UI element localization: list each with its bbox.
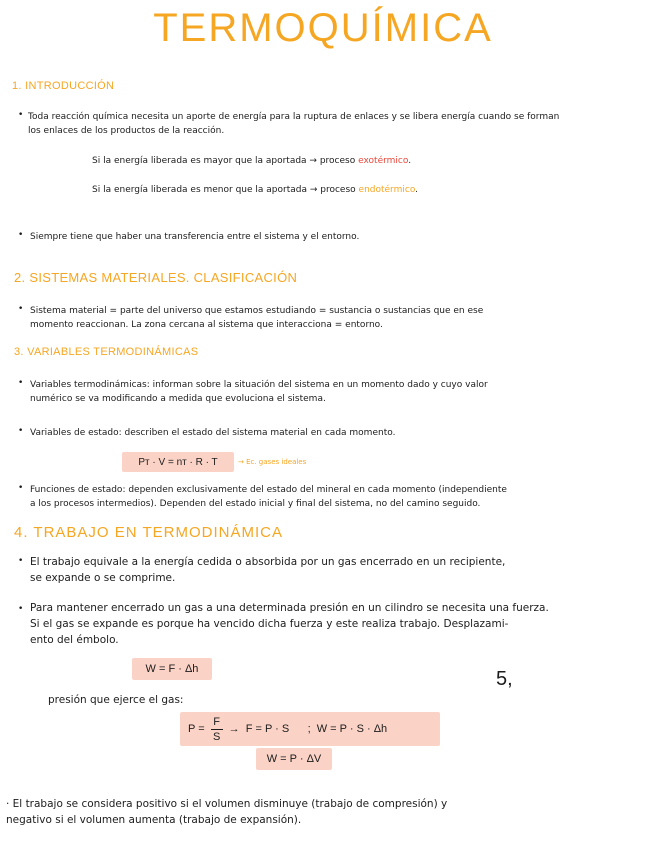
paragraph-line: Si el gas se expande es porque ha vencido dicha fuerza y este realiza trabajo. Desplazami- bbox=[30, 618, 509, 630]
paragraph-line: momento reaccionan. La zona cercana al sistema que interacciona = entorno. bbox=[30, 320, 383, 330]
bullet: • bbox=[18, 426, 24, 436]
page-title: TERMOQUÍMICA bbox=[153, 6, 493, 50]
paragraph-line: se expande o se comprime. bbox=[30, 572, 176, 584]
work-formula-volume: W = P · ΔV bbox=[256, 748, 332, 770]
exothermic-term: exotérmico bbox=[358, 156, 409, 166]
formula-p: P = bbox=[188, 723, 205, 735]
endothermic-line bbox=[92, 183, 418, 197]
paragraph-gas-cilindro bbox=[30, 600, 640, 648]
bullet: • bbox=[18, 230, 24, 240]
exothermic-text: Si la energía liberada es mayor que la aportada → proceso bbox=[92, 156, 356, 166]
formula-rest: → F = P · S ; W = P · S · Δh bbox=[228, 723, 388, 735]
section-heading-trabajo: 4. TRABAJO EN TERMODINÁMICA bbox=[14, 524, 283, 541]
paragraph-line: · El trabajo se considera positivo si el volumen disminuye (trabajo de compresión) y bbox=[6, 798, 448, 810]
section-heading-variables: 3. VARIABLES TERMODINÁMICAS bbox=[14, 346, 199, 358]
paragraph-line: Funciones de estado: dependen exclusivamente del estado del mineral en cada momento (independiente bbox=[30, 485, 507, 495]
paragraph-line: Sistema material = parte del universo que estamos estudiando = sustancia o sustancias que en ese bbox=[30, 306, 484, 316]
section-heading-sistemas: 2. SISTEMAS MATERIALES. CLASIFICACIÓN bbox=[14, 270, 298, 285]
fraction bbox=[211, 715, 223, 744]
paragraph-funciones-estado bbox=[30, 483, 640, 511]
pressure-work-formula bbox=[180, 712, 440, 746]
work-formula-force: W = F · Δh bbox=[132, 658, 212, 680]
paragraph-trabajo bbox=[30, 554, 640, 586]
paragraph-line: los enlaces de los productos de la reacción. bbox=[28, 126, 225, 136]
period: . bbox=[408, 156, 412, 166]
bullet: • bbox=[18, 556, 24, 566]
paragraph-line: a los procesos intermedios). Dependen del estado inicial y final del sistema, no del camino seguido. bbox=[30, 499, 481, 509]
period: . bbox=[415, 185, 419, 195]
paragraph-line: numérico se va modificando a medida que evoluciona el sistema. bbox=[30, 394, 326, 404]
bullet: • bbox=[18, 110, 24, 120]
fraction-denominator: S bbox=[212, 730, 221, 743]
bullet: • bbox=[18, 304, 24, 314]
paragraph-line: Variables termodinámicas: informan sobre la situación del sistema en un momento dado y cuyo valor bbox=[30, 380, 488, 390]
paragraph-variables-estado: Variables de estado: describen el estado del sistema material en cada momento. bbox=[30, 428, 396, 438]
paragraph-line: El trabajo equivale a la energía cedida o absorbida por un gas encerrado en un recipiente, bbox=[30, 556, 506, 568]
ideal-gas-note: → Ec. gases ideales bbox=[238, 458, 307, 466]
paragraph-intro bbox=[28, 110, 638, 138]
exothermic-line bbox=[92, 154, 411, 168]
endothermic-text: Si la energía liberada es menor que la aportada → proceso bbox=[92, 185, 356, 195]
paragraph-transfer: Siempre tiene que haber una transferencia entre el sistema y el entorno. bbox=[30, 232, 360, 242]
paragraph-variables-termodinamicas bbox=[30, 378, 630, 406]
section-heading-introduccion: 1. INTRODUCCIÓN bbox=[12, 80, 115, 92]
bullet: • bbox=[18, 378, 24, 388]
paragraph-line: negativo si el volumen aumenta (trabajo de expansión). bbox=[6, 814, 302, 826]
pressure-label: presión que ejerce el gas: bbox=[48, 694, 184, 706]
paragraph-line: ento del émbolo. bbox=[30, 634, 119, 646]
paragraph-signo-trabajo bbox=[6, 796, 636, 828]
bullet: • bbox=[18, 483, 24, 493]
paragraph-sistema-material bbox=[30, 304, 630, 332]
bullet: • bbox=[18, 604, 24, 614]
margin-mark: 5, bbox=[496, 668, 513, 690]
fraction-numerator: F bbox=[213, 715, 220, 728]
paragraph-line: Para mantener encerrado un gas a una determinada presión en un cilindro se necesita una fuerza. bbox=[30, 602, 549, 614]
ideal-gas-formula: Pᴛ · V = nᴛ · R · T bbox=[122, 452, 234, 472]
endothermic-term: endotérmico bbox=[358, 185, 416, 195]
paragraph-line: Toda reacción química necesita un aporte de energía para la ruptura de enlaces y se libera energía cuando se forman bbox=[28, 112, 560, 122]
